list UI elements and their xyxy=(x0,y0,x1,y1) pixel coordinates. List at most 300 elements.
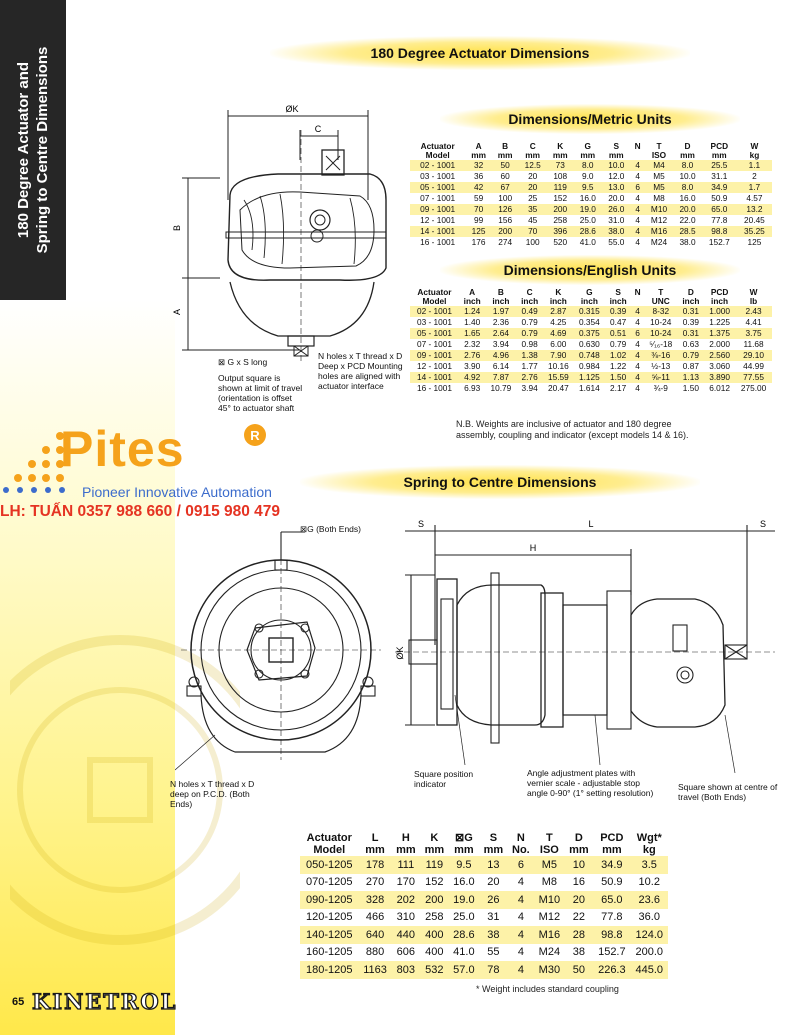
table-cell: 120-1205 xyxy=(306,911,353,924)
table-cell: 0.79 xyxy=(610,339,627,350)
table-row xyxy=(410,171,772,182)
table-cell: 35.25 xyxy=(737,226,772,237)
table-cell: 2.76 xyxy=(516,372,542,383)
table-cell: 170 xyxy=(396,876,416,889)
table-cell: 532 xyxy=(420,961,449,979)
table-cell: 20 xyxy=(518,182,547,193)
column-header: N xyxy=(634,141,641,151)
label-g-both-text: G (Both Ends) xyxy=(307,524,361,534)
table-cell: 0.51 xyxy=(605,328,631,339)
table-cell: M5 xyxy=(645,182,674,193)
table-cell: 78 xyxy=(479,961,508,979)
column-header: Actuator xyxy=(306,832,352,844)
column-unit: inch xyxy=(549,296,567,306)
column-header: D xyxy=(574,832,583,844)
table-cell: 29.10 xyxy=(735,350,772,361)
column-header: D xyxy=(687,287,694,297)
table-cell: 200 xyxy=(492,226,519,237)
table-cell: 1.225 xyxy=(709,317,730,328)
table-cell: 70 xyxy=(518,226,547,237)
label-h: H xyxy=(529,543,537,553)
contact-line: LH: TUẤN 0357 988 660 / 0915 980 479 xyxy=(0,503,281,520)
table-cell: 4 xyxy=(517,946,524,959)
table-cell: 178 xyxy=(359,856,392,874)
table-cell: 1.375 xyxy=(704,328,735,339)
column-unit: inch xyxy=(492,296,510,306)
table-cell: ½-13 xyxy=(651,361,671,372)
table-cell: 20.0 xyxy=(673,204,702,215)
table-cell: ⅜-16 xyxy=(644,350,678,361)
table-cell: 10.16 xyxy=(547,361,569,372)
column-header: K xyxy=(555,287,562,297)
column-header: C xyxy=(526,287,533,297)
table-cell: 100 xyxy=(498,193,513,204)
table-cell: 57.0 xyxy=(449,961,480,979)
column-header: Actuator xyxy=(420,141,455,151)
label-k-2: ØK xyxy=(395,646,405,660)
table-cell: 119 xyxy=(547,182,574,193)
column-header: T xyxy=(546,832,553,844)
table-cell: 6.93 xyxy=(464,383,481,394)
table-cell: 108 xyxy=(553,171,568,182)
table-cell: 270 xyxy=(365,876,385,889)
table-cell: 396 xyxy=(547,226,574,237)
table-cell: 13.0 xyxy=(602,182,631,193)
table-cell: 7.87 xyxy=(485,372,516,383)
column-header: T xyxy=(656,141,662,151)
table-cell: 2.36 xyxy=(492,317,509,328)
table-cell: 60 xyxy=(500,171,510,182)
table-cell: 31.0 xyxy=(608,215,625,226)
table-cell: 0.98 xyxy=(521,339,538,350)
column-header: B xyxy=(502,141,509,151)
table-cell: 156 xyxy=(498,215,513,226)
table-cell: 274 xyxy=(498,237,513,248)
table-cell: 4 xyxy=(517,911,524,924)
table-cell: 7.90 xyxy=(543,350,574,361)
table-cell: 65.0 xyxy=(593,891,630,909)
table-cell: 0.79 xyxy=(678,350,704,361)
section-title-text: 180 Degree Actuator Dimensions xyxy=(370,45,590,61)
table-cell: 28.5 xyxy=(673,226,702,237)
table-row xyxy=(410,237,772,248)
column-header: Wgt* xyxy=(636,832,662,844)
table-row xyxy=(410,182,772,193)
table-cell: 400 xyxy=(420,926,449,944)
table-cell: 0.375 xyxy=(574,328,605,339)
table-cell: 14 - 1001 xyxy=(410,226,465,237)
column-header: W xyxy=(749,287,758,297)
table-cell: 1.50 xyxy=(682,383,699,394)
table-cell: 22.0 xyxy=(679,215,696,226)
table-cell: M24 xyxy=(538,946,561,959)
table-cell: 0.748 xyxy=(574,350,605,361)
weights-note xyxy=(456,419,688,441)
table-cell: M8 xyxy=(653,193,665,204)
table-cell: 38 xyxy=(479,926,508,944)
spring-end-view-drawing xyxy=(175,520,385,780)
table-cell: 38.0 xyxy=(679,237,696,248)
table-cell: 03 - 1001 xyxy=(420,171,456,182)
table-cell: 22 xyxy=(572,911,586,924)
table-row xyxy=(300,909,668,927)
table-cell: 152 xyxy=(553,193,568,204)
table-cell: 2.43 xyxy=(735,306,772,317)
metric-title-banner xyxy=(440,104,740,134)
table-cell: 0.87 xyxy=(682,361,699,372)
table-cell: 13.2 xyxy=(737,204,772,215)
registered-mark: R xyxy=(244,424,266,446)
table-cell: 160-1205 xyxy=(306,946,353,959)
table-cell: 0.47 xyxy=(610,317,627,328)
column-unit: mm xyxy=(483,844,504,856)
table-cell: 3.5 xyxy=(631,856,668,874)
table-cell: 275.00 xyxy=(740,383,767,394)
table-cell: 880 xyxy=(365,946,385,959)
column-unit: kg xyxy=(642,844,656,856)
table-cell: 28.6 xyxy=(574,226,603,237)
column-header: PCD xyxy=(600,832,624,844)
table-row xyxy=(300,856,668,874)
table-cell: 440 xyxy=(392,926,421,944)
table-cell: 3.90 xyxy=(464,361,481,372)
table-cell: 20.0 xyxy=(608,193,625,204)
table-cell: 16.0 xyxy=(579,193,596,204)
table-cell: 34.9 xyxy=(593,856,630,874)
column-header: A xyxy=(469,287,476,297)
english-title-banner xyxy=(440,255,740,285)
table-cell: 258 xyxy=(553,215,568,226)
label-k: ØK xyxy=(285,104,299,114)
table-cell: 3.94 xyxy=(521,383,538,394)
note-line-2: assembly, coupling and indicator (except models 14 & 16). xyxy=(456,430,689,440)
table-row xyxy=(410,350,772,361)
table-cell: 200.0 xyxy=(635,946,664,959)
table-cell: 36.0 xyxy=(638,911,660,924)
table-cell: 4.25 xyxy=(550,317,567,328)
column-unit: lb xyxy=(749,296,758,306)
table-cell: 4.96 xyxy=(485,350,516,361)
table-cell: 45 xyxy=(528,215,538,226)
sidebar-title-line1: 180 Degree Actuator and xyxy=(15,61,32,239)
table-row xyxy=(410,215,772,226)
column-header: Actuator xyxy=(417,287,452,297)
column-unit: kg xyxy=(749,150,760,160)
column-header: ⊠G xyxy=(454,832,473,844)
table-cell: 1.77 xyxy=(521,361,538,372)
column-unit: mm xyxy=(454,844,474,856)
actuator-180-drawing xyxy=(160,100,410,370)
table-cell: 3.94 xyxy=(492,339,509,350)
column-header: G xyxy=(586,287,593,297)
table-cell: 38 xyxy=(572,946,586,959)
section2-title-text: Spring to Centre Dimensions xyxy=(403,474,597,490)
table-cell: 4.69 xyxy=(543,328,574,339)
table-cell: M5 xyxy=(534,856,565,874)
table-cell: 16.0 xyxy=(679,193,696,204)
table-cell: 44.99 xyxy=(743,361,764,372)
table-cell: 10-24 xyxy=(650,317,672,328)
caption-square-position: Square position indicator xyxy=(414,769,474,789)
column-unit: inch xyxy=(711,296,729,306)
table-cell: M24 xyxy=(650,237,668,248)
table-cell: 77.55 xyxy=(735,372,772,383)
table-cell: 1.1 xyxy=(737,160,772,171)
table-cell: 3.890 xyxy=(704,372,735,383)
table-cell: 6.00 xyxy=(550,339,567,350)
english-title: Dimensions/English Units xyxy=(503,262,677,278)
column-header: D xyxy=(684,141,691,151)
table-cell: 10.79 xyxy=(490,383,512,394)
table-cell: 31 xyxy=(487,911,500,924)
spring-side-view-drawing xyxy=(395,515,795,785)
table-cell: 0.31 xyxy=(678,328,704,339)
table-cell: 77.8 xyxy=(711,215,728,226)
table-cell: 2 xyxy=(752,171,757,182)
table-row xyxy=(410,306,772,317)
table-cell: 125 xyxy=(465,226,492,237)
table-cell: 59 xyxy=(473,193,484,204)
table-cell: M16 xyxy=(534,926,565,944)
table-cell: 25.5 xyxy=(702,160,737,171)
table-cell: 9.0 xyxy=(582,171,594,182)
table-cell: 10.0 xyxy=(602,160,631,171)
table-row xyxy=(410,193,772,204)
caption-mounting-holes: N holes x T thread x D Deep x PCD Mounting holes are aligned with actuator interface xyxy=(318,351,403,391)
table-row xyxy=(410,361,772,372)
table-cell: 4.92 xyxy=(459,372,485,383)
table-cell: 50 xyxy=(565,961,594,979)
table-cell: 25 xyxy=(528,193,538,204)
table-cell: 4 xyxy=(631,160,645,171)
table-cell: 98.8 xyxy=(702,226,737,237)
column-header: H xyxy=(401,832,410,844)
table-cell: 4 xyxy=(631,372,644,383)
table-cell: 1.38 xyxy=(516,350,542,361)
table-cell: 11.68 xyxy=(743,339,764,350)
table-cell: 4 xyxy=(635,237,640,248)
table-cell: 124.0 xyxy=(631,926,668,944)
table-cell: 0.31 xyxy=(678,306,704,317)
caption-output-square: Output square is shown at limit of travel (orientation is offset 45° to actuator shaft xyxy=(218,373,303,413)
table-cell: 26.0 xyxy=(602,204,631,215)
table-cell: 3.060 xyxy=(709,361,730,372)
table-row xyxy=(300,961,668,979)
table-row xyxy=(300,891,668,909)
column-header: K xyxy=(557,141,564,151)
column-unit: mm xyxy=(680,150,695,160)
column-unit: Model xyxy=(425,150,450,160)
table-cell: 4 xyxy=(635,339,640,350)
column-unit: mm xyxy=(602,844,622,856)
table-cell: 25.0 xyxy=(453,911,475,924)
table-cell: 0.63 xyxy=(682,339,699,350)
table-cell: 6.14 xyxy=(492,361,509,372)
caption-square-shown: Square shown at centre of travel (Both Ends) xyxy=(678,782,778,802)
column-header: S xyxy=(613,141,620,151)
column-unit: ISO xyxy=(539,844,559,856)
table-cell: 1.50 xyxy=(605,372,631,383)
column-header: PCD xyxy=(710,287,729,297)
column-unit: inch xyxy=(580,296,598,306)
table-cell: 2.560 xyxy=(704,350,735,361)
table-cell: 4 xyxy=(635,193,640,204)
table-cell: 2.32 xyxy=(464,339,481,350)
table-row xyxy=(410,328,772,339)
table-cell: 4 xyxy=(635,171,640,182)
column-header: C xyxy=(529,141,536,151)
section-title-180-degree xyxy=(270,36,690,70)
column-unit: mm xyxy=(525,150,541,160)
table-cell: 65.0 xyxy=(702,204,737,215)
table-cell: 1.22 xyxy=(610,361,627,372)
table-cell: 1163 xyxy=(359,961,392,979)
table-cell: M12 xyxy=(650,215,668,226)
table-cell: 4 xyxy=(508,891,534,909)
table-cell: 0.49 xyxy=(516,306,542,317)
metric-dimensions-table xyxy=(410,142,772,248)
table-cell: M16 xyxy=(645,226,674,237)
table-cell: 73 xyxy=(547,160,574,171)
caption-g-text: G x S long xyxy=(227,357,268,367)
table-cell: 16 - 1001 xyxy=(416,383,453,394)
table-cell: 258 xyxy=(425,911,444,924)
table-cell: M10 xyxy=(645,204,674,215)
column-unit: mm xyxy=(552,150,568,160)
table-cell: 202 xyxy=(392,891,421,909)
column-unit: mm xyxy=(580,150,596,160)
table-cell: 1.02 xyxy=(605,350,631,361)
column-unit: mm xyxy=(396,844,416,856)
table-cell: 1.65 xyxy=(459,328,485,339)
column-header: PCD xyxy=(710,141,729,151)
table-cell: 4 xyxy=(631,226,645,237)
table-cell: 10.2 xyxy=(638,876,660,889)
table-cell: 9.5 xyxy=(449,856,480,874)
table-cell: 1.7 xyxy=(737,182,772,193)
table-cell: 05 - 1001 xyxy=(410,182,465,193)
table-cell: 20.47 xyxy=(547,383,569,394)
table-cell: 09 - 1001 xyxy=(410,350,459,361)
table-cell: 152 xyxy=(425,876,444,889)
label-b: B xyxy=(172,224,182,232)
table-cell: 50.9 xyxy=(711,193,728,204)
table-row xyxy=(410,339,772,350)
table-row xyxy=(410,160,772,171)
column-unit: mm xyxy=(711,150,727,160)
table-cell: 02 - 1001 xyxy=(410,160,465,171)
table-cell: 4 xyxy=(517,876,524,889)
table-cell: 119 xyxy=(420,856,449,874)
table-cell: 77.8 xyxy=(601,911,623,924)
label-c: C xyxy=(314,124,322,134)
table-cell: 6.012 xyxy=(709,383,730,394)
column-header: S xyxy=(489,832,498,844)
table-cell: M12 xyxy=(538,911,561,924)
table-cell: 16 xyxy=(572,876,586,889)
column-header: A xyxy=(475,141,482,151)
section-title-spring-to-centre xyxy=(300,465,700,499)
table-cell: 03 - 1001 xyxy=(416,317,453,328)
table-cell: 126 xyxy=(492,204,519,215)
table-cell: 20 xyxy=(528,171,538,182)
table-cell: 200 xyxy=(420,891,449,909)
table-cell: 31.1 xyxy=(711,171,728,182)
table-cell: M30 xyxy=(534,961,565,979)
table-cell: 0.39 xyxy=(682,317,699,328)
table-cell: 12.5 xyxy=(518,160,547,171)
caption-holes-both-ends: N holes x T thread x D deep on P.C.D. (Both Ends) xyxy=(170,779,255,809)
column-unit: UNC xyxy=(651,296,670,306)
table-cell: 125 xyxy=(747,237,762,248)
label-l: L xyxy=(588,519,594,529)
column-unit xyxy=(631,151,645,160)
table-cell: 4 xyxy=(508,926,534,944)
table-cell: M10 xyxy=(534,891,565,909)
table-cell: 98.8 xyxy=(593,926,630,944)
table-cell: 4 xyxy=(635,215,640,226)
table-cell: 9.5 xyxy=(574,182,603,193)
table-row xyxy=(300,926,668,944)
table-cell: 140-1205 xyxy=(300,926,359,944)
table-cell: 4 xyxy=(635,383,640,394)
table-cell: 176 xyxy=(471,237,486,248)
table-cell: 152.7 xyxy=(598,946,626,959)
column-unit: ISO xyxy=(651,150,667,160)
table-cell: 26 xyxy=(479,891,508,909)
table-cell: M4 xyxy=(645,160,674,171)
table-cell: 0.354 xyxy=(579,317,600,328)
caption-angle-adjustment: Angle adjustment plates with vernier scale - adjustable stop angle 0-90° (1° setting resolution) xyxy=(527,768,654,798)
table-cell: 200 xyxy=(547,204,574,215)
table-cell: 606 xyxy=(396,946,416,959)
column-unit xyxy=(631,297,644,306)
table-cell: 1.000 xyxy=(704,306,735,317)
column-unit: Model xyxy=(422,296,447,306)
table-cell: 1.40 xyxy=(464,317,481,328)
sidebar-title-line2: Spring to Centre Dimensions xyxy=(34,46,51,254)
table-cell: 520 xyxy=(553,237,568,248)
table-cell: 0.315 xyxy=(574,306,605,317)
table-row xyxy=(410,383,772,394)
table-row xyxy=(300,874,668,892)
label-s-left: S xyxy=(417,519,425,529)
table-cell: 67 xyxy=(492,182,519,193)
table-cell: 2.17 xyxy=(610,383,627,394)
table-cell: M5 xyxy=(653,171,665,182)
table-cell: 12.0 xyxy=(608,171,625,182)
table-cell: 55.0 xyxy=(608,237,625,248)
table-cell: 2.000 xyxy=(709,339,730,350)
table-cell: 20 xyxy=(565,891,594,909)
label-s-right: S xyxy=(759,519,767,529)
table-cell: 10-24 xyxy=(644,328,678,339)
spring-to-centre-table xyxy=(300,832,668,979)
table-cell: 55 xyxy=(487,946,500,959)
sidebar-title xyxy=(14,0,52,300)
column-header: N xyxy=(634,287,641,297)
note-line-1: N.B. Weights are inclusive of actuator and 180 degree xyxy=(456,419,672,429)
table-cell: 4 xyxy=(508,961,534,979)
table-cell: 20.45 xyxy=(744,215,765,226)
table-cell: 3.75 xyxy=(735,328,772,339)
table-cell: 1.13 xyxy=(678,372,704,383)
table-cell: 35 xyxy=(518,204,547,215)
table-cell: 152.7 xyxy=(708,237,730,248)
table-cell: 42 xyxy=(465,182,492,193)
table-cell: 2.64 xyxy=(485,328,516,339)
table-cell: ⁵⁄₁₆-18 xyxy=(649,339,673,350)
